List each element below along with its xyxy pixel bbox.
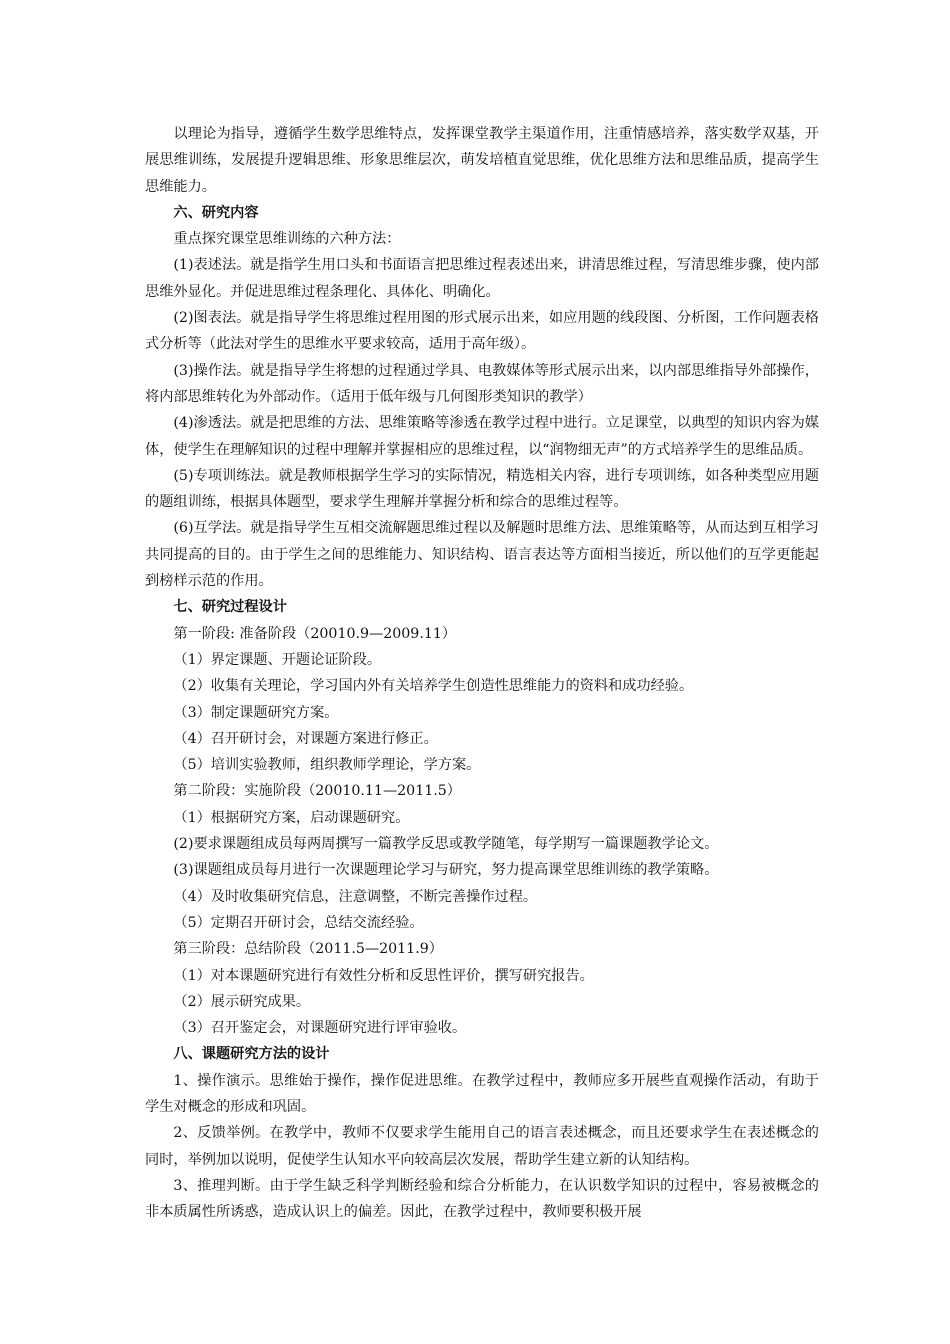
list-item: (2)要求课题组成员每两周撰写一篇教学反思或教学随笔，每学期写一篇课题教学论文。 bbox=[173, 836, 719, 853]
heading-section-8: 八、课题研究方法的设计 bbox=[173, 1046, 330, 1063]
paragraph: 1、操作演示。思维始于操作，操作促进思维。在教学过程中，教师应多开展些直观操作活动，有助于学生对概念的形成和巩固。 bbox=[145, 1072, 819, 1115]
paragraph: (4)渗透法。就是把思维的方法、思维策略等渗透在教学过程中进行。立足课堂，以典型的知识内容为媒体，使学生在理解知识的过程中理解并掌握相应的思维过程，以“润物细无声”的方式培养学生的思维品质。 bbox=[145, 415, 819, 458]
paragraph: (2)图表法。就是指导学生将思维过程用图的形式展示出来，如应用题的线段图、分析图，工作问题表格式分析等（此法对学生的思维水平要求较高，适用于高年级）。 bbox=[145, 310, 819, 353]
paragraph-intro: 以理论为指导，遵循学生数学思维特点，发挥课堂教学主渠道作用，注重情感培养，落实数学双基，开展思维训练，发展提升逻辑思维、形象思维层次，萌发培植直觉思维，优化思维方法和思维品质，提高学生思维能力。 bbox=[145, 126, 819, 195]
document-body bbox=[145, 121, 819, 1225]
paragraph: 重点探究课堂思维训练的六种方法： bbox=[173, 231, 401, 248]
paragraph: (1)表述法。就是指学生用口头和书面语言把思维过程表述出来，讲清思维过程，写清思维步骤，使内部思维外显化。并促进思维过程条理化、具体化、明确化。 bbox=[145, 257, 819, 300]
list-item: （2）收集有关理论，学习国内外有关培养学生创造性思维能力的资料和成功经验。 bbox=[173, 678, 694, 695]
heading-section-6: 六、研究内容 bbox=[173, 204, 259, 221]
list-item: （1）对本课题研究进行有效性分析和反思性评价，撰写研究报告。 bbox=[173, 967, 594, 984]
list-item: （3）制定课题研究方案。 bbox=[173, 704, 339, 721]
list-item: （4）及时收集研究信息，注意调整，不断完善操作过程。 bbox=[173, 888, 538, 905]
list-item: （1）根据研究方案，启动课题研究。 bbox=[173, 809, 410, 826]
heading-section-7: 七、研究过程设计 bbox=[173, 599, 287, 616]
list-item: （5）培训实验教师，组织教师学理论，学方案。 bbox=[173, 757, 481, 774]
paragraph: (6)互学法。就是指导学生互相交流解题思维过程以及解题时思维方法、思维策略等，从而达到互相学习共同提高的目的。由于学生之间的思维能力、知识结构、语言表达等方面相当接近，所以他们的互学更能起到榜样示范的作用。 bbox=[145, 520, 819, 590]
list-item: （2）展示研究成果。 bbox=[173, 993, 311, 1010]
list-item: 第二阶段：实施阶段（20010.11—2011.5） bbox=[173, 783, 461, 800]
list-item: 第三阶段：总结阶段（2011.5—2011.9） bbox=[173, 941, 443, 958]
list-item: （4）召开研讨会，对课题方案进行修正。 bbox=[173, 730, 438, 747]
list-item: （3）召开鉴定会，对课题研究进行评审验收。 bbox=[173, 1020, 467, 1037]
list-item: 第一阶段: 准备阶段（20010.9—2009.11） bbox=[173, 625, 457, 642]
paragraph: 3、推理判断。由于学生缺乏科学判断经验和综合分析能力，在认识数学知识的过程中，容易被概念的非本质属性所诱惑，造成认识上的偏差。因此，在教学过程中，教师要积极开展 bbox=[145, 1177, 819, 1221]
paragraph: (5)专项训练法。就是教师根据学生学习的实际情况，精选相关内容，进行专项训练，如各种类型应用题的题组训练，根据具体题型，要求学生理解并掌握分析和综合的思维过程等。 bbox=[145, 467, 819, 511]
list-item: (3)课题组成员每月进行一次课题理论学习与研究，努力提高课堂思维训练的教学策略。 bbox=[173, 862, 719, 879]
paragraph: (3)操作法。就是指导学生将想的过程通过学具、电教媒体等形式展示出来，以内部思维指导外部操作，将内部思维转化为外部动作。（适用于低年级与几何图形类知识的教学） bbox=[145, 362, 819, 405]
paragraph: 2、反馈举例。在教学中，教师不仅要求学生能用自己的语言表述概念，而且还要求学生在表述概念的同时，举例加以说明，促使学生认知水平向较高层次发展，帮助学生建立新的认知结构。 bbox=[145, 1125, 819, 1168]
list-item: （1）界定课题、开题论证阶段。 bbox=[173, 651, 382, 668]
list-item: （5）定期召开研讨会，总结交流经验。 bbox=[173, 914, 424, 931]
